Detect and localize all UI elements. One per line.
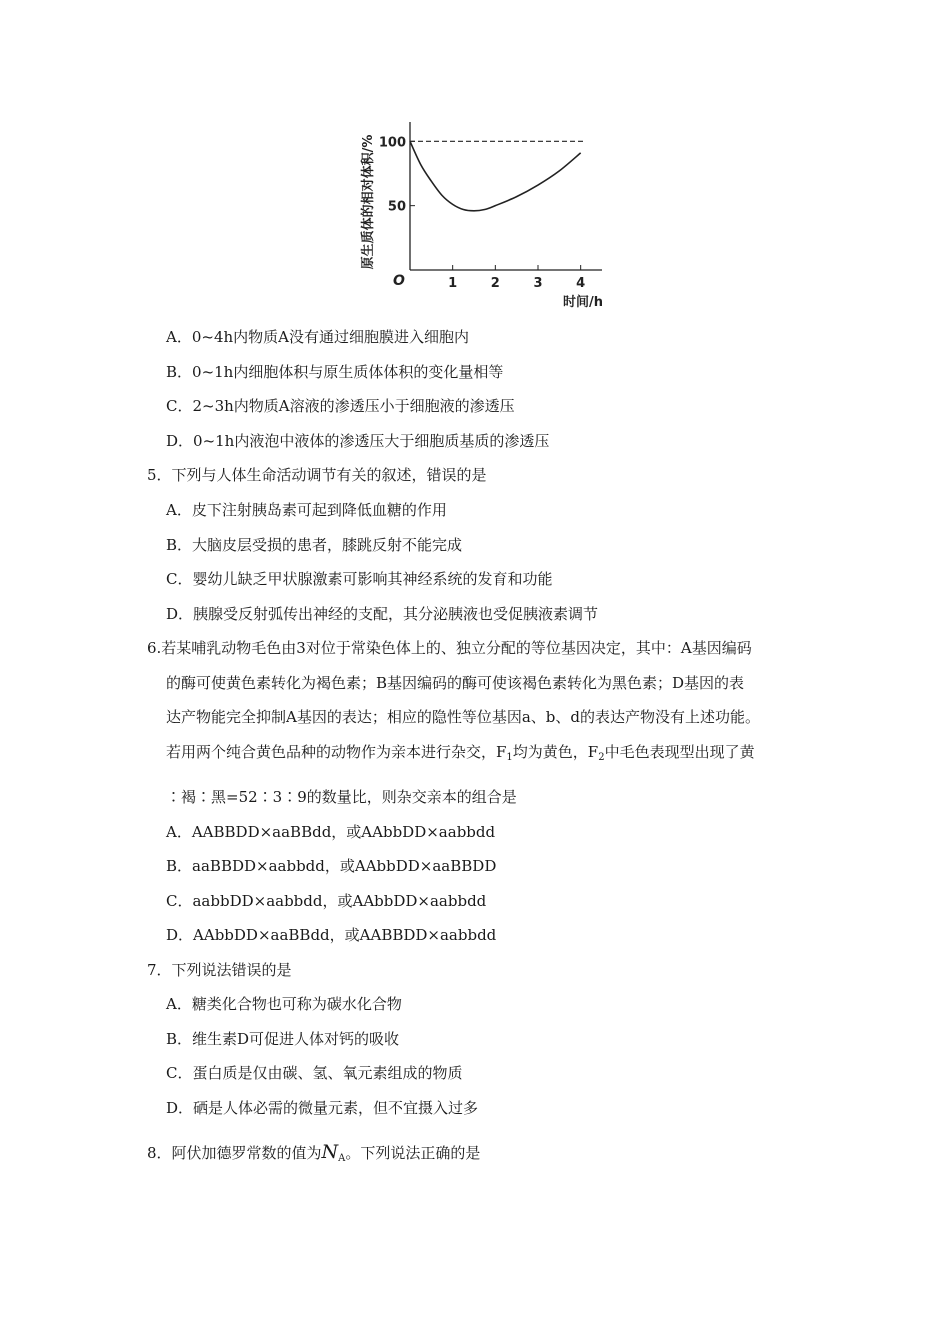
q6-option-a — [166, 822, 495, 842]
stem-text: 中毛色表现型出现了黄 — [604, 743, 755, 761]
q5-option-c — [166, 569, 553, 589]
subscript: 1 — [506, 752, 513, 763]
x-tick-label: 2 — [490, 276, 500, 291]
chart-axes — [410, 122, 602, 270]
option-label: C． — [166, 397, 193, 415]
option-label: C． — [166, 1064, 193, 1082]
option-text: 0~1h内细胞体积与原生质体体积的变化量相等 — [192, 363, 504, 381]
q4-option-a — [166, 327, 469, 347]
x-axis-label: 时间/h — [562, 295, 604, 310]
option-text: 糖类化合物也可称为碳水化合物 — [191, 995, 402, 1013]
option-text: aabbDD×aabbdd，或AAbbDD×aabbdd — [192, 892, 487, 910]
q7-stem: 7．下列说法错误的是 — [147, 961, 292, 979]
option-label: B． — [166, 1030, 193, 1048]
option-label: C． — [166, 892, 193, 910]
option-text: 大脑皮层受损的患者，膝跳反射不能完成 — [192, 536, 463, 554]
origin-label: O — [393, 273, 405, 289]
option-label: D． — [166, 432, 194, 450]
y-tick-label: 50 — [387, 199, 406, 215]
option-label: B． — [166, 536, 193, 554]
q4-option-d — [166, 431, 549, 451]
q4-option-c — [166, 396, 515, 416]
option-label: A． — [166, 823, 192, 841]
q4-option-b — [166, 362, 503, 382]
q5-option-b — [166, 535, 462, 555]
option-label: A． — [166, 501, 192, 519]
x-tick-label: 1 — [448, 276, 458, 291]
option-text: 2~3h内物质A溶液的渗透压小于细胞液的渗透压 — [192, 397, 515, 415]
q6-stem-line-5: ∶褐∶黑=52∶3∶9的数量比，则杂交亲本的组合是 — [166, 788, 517, 806]
option-text: 婴幼儿缺乏甲状腺激素可影响其神经系统的发育和功能 — [192, 570, 553, 588]
q6-option-b — [166, 856, 496, 876]
option-text: 蛋白质是仅由碳、氢、氧元素组成的物质 — [192, 1064, 463, 1082]
option-label: B． — [166, 857, 193, 875]
avogadro-symbol: N — [321, 1141, 339, 1163]
protoplast-volume-curve — [410, 141, 581, 210]
option-label: B． — [166, 363, 193, 381]
subscript: A — [338, 1153, 346, 1164]
option-text: 0~1h内液泡中液体的渗透压大于细胞质基质的渗透压 — [193, 432, 550, 450]
y-axis-label: 原生质体的相对体积/% — [361, 134, 376, 270]
subscript: 2 — [598, 752, 605, 763]
q6-option-d — [166, 925, 496, 945]
x-tick-label: 3 — [533, 276, 543, 291]
option-text: AABBDD×aaBBdd，或AAbbDD×aabbdd — [191, 823, 496, 841]
protoplast-volume-chart — [350, 112, 620, 317]
q6-option-c — [166, 891, 486, 911]
q7-option-c — [166, 1063, 463, 1083]
q7-option-a — [166, 994, 402, 1014]
stem-text: 。下列说法正确的是 — [345, 1144, 481, 1162]
q5-option-a — [166, 500, 447, 520]
option-label: A． — [166, 995, 192, 1013]
stem-text: 均为黄色，F — [512, 743, 599, 761]
q5-stem: 5．下列与人体生命活动调节有关的叙述，错误的是 — [147, 466, 487, 484]
option-text: 维生素D可促进人体对钙的吸收 — [192, 1030, 400, 1048]
q5-option-d — [166, 604, 598, 624]
option-text: 皮下注射胰岛素可起到降低血糖的作用 — [191, 501, 447, 519]
option-text: 0~4h内物质A没有通过细胞膜进入细胞内 — [191, 328, 469, 346]
option-label: D． — [166, 605, 194, 623]
q7-option-b — [166, 1029, 399, 1049]
q6-stem-line-2: 的酶可使黄色素转化为褐色素；B基因编码的酶可使该褐色素转化为黑色素；D基因的表 — [166, 674, 745, 692]
q8-stem — [147, 1142, 480, 1163]
option-text: aaBBDD×aabbdd，或AAbbDD×aaBBDD — [192, 857, 497, 875]
q6-stem-line-3: 达产物能完全抑制A基因的表达；相应的隐性等位基因a、b、d的表达产物没有上述功能。 — [166, 708, 760, 726]
option-text: AAbbDD×aaBBdd，或AABBDD×aabbdd — [193, 926, 497, 944]
x-tick-label: 4 — [576, 276, 586, 291]
option-label: A． — [166, 328, 192, 346]
stem-text: 若用两个纯合黄色品种的动物作为亲本进行杂交，F — [166, 743, 507, 761]
q6-stem-line-4 — [166, 742, 755, 762]
option-label: C． — [166, 570, 193, 588]
option-text: 硒是人体必需的微量元素，但不宜摄入过多 — [193, 1099, 479, 1117]
option-label: D． — [166, 1099, 194, 1117]
option-label: D． — [166, 926, 194, 944]
y-tick-label: 100 — [378, 135, 406, 151]
option-text: 胰腺受反射弧传出神经的支配，其分泌胰液也受促胰液素调节 — [193, 605, 599, 623]
stem-text: 8．阿伏加德罗常数的值为 — [147, 1144, 322, 1162]
q6-stem-line-1: 6.若某哺乳动物毛色由3对位于常染色体上的、独立分配的等位基因决定，其中：A基因编码 — [147, 639, 752, 657]
q7-option-d — [166, 1098, 478, 1118]
